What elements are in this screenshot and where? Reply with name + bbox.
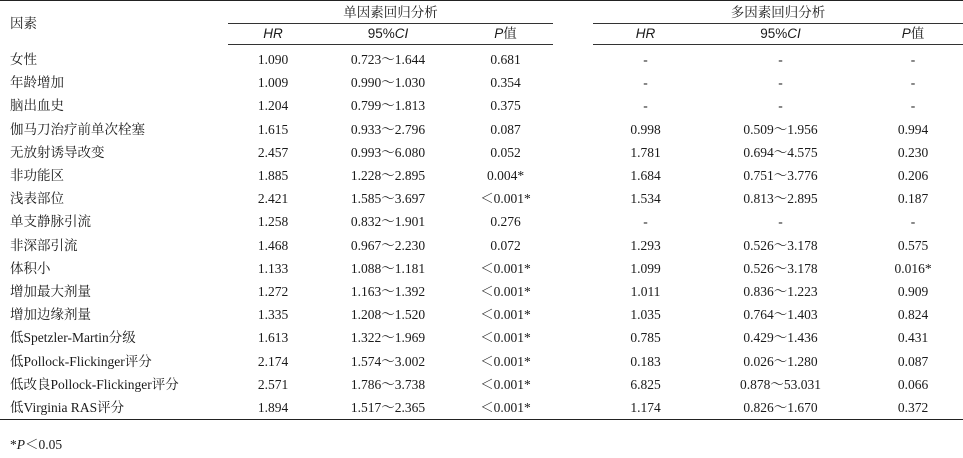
multivariate-p-cell: 0.206 [897,168,929,184]
multivariate-p-cell: 0.087 [897,353,929,369]
factor-cell: 增加边缘剂量 [10,307,91,323]
multivariate-p-header: P值 [863,24,963,45]
table-body [0,45,963,420]
multivariate-p-cell: 0.431 [897,330,929,346]
univariate-ci-cell: 1.088～1.181 [350,260,426,276]
multivariate-hr-cell: 1.781 [630,144,661,160]
multivariate-ci-cell: 0.836～1.223 [743,283,818,299]
multivariate-group-header: 多因素回归分析 [593,1,963,24]
multivariate-hr-cell: 0.785 [630,330,661,346]
multivariate-ci-cell: - [778,52,783,68]
table-row [0,210,963,233]
univariate-hr-cell: 1.885 [257,168,289,184]
univariate-p-cell: 0.354 [490,75,521,91]
table-row [0,257,963,280]
univariate-p-cell: ＜0.001* [480,307,531,323]
factor-cell: 脑出血史 [10,98,64,114]
multivariate-hr-cell: 0.998 [630,121,661,137]
factor-cell: 低改良Pollock-Flickinger评分 [10,376,179,392]
univariate-hr-cell: 1.613 [257,330,289,346]
univariate-ci-cell: 1.585～3.697 [350,191,426,207]
univariate-ci-cell: 1.517～2.365 [318,396,458,420]
factor-cell: 伽马刀治疗前单次栓塞 [10,121,145,137]
table-row [0,373,963,396]
multivariate-ci-cell: - [778,214,783,230]
univariate-ci-cell: 1.574～3.002 [350,353,426,369]
univariate-hr-cell: 1.133 [257,260,289,276]
univariate-ci-cell: 0.993～6.080 [350,144,426,160]
multivariate-p-cell: 0.230 [897,144,929,160]
univariate-ci-cell: 0.799～1.813 [350,98,426,114]
table-row [0,141,963,164]
factor-cell: 无放射诱导改变 [10,144,105,160]
multivariate-ci-cell: - [778,75,783,91]
univariate-ci-cell: 0.832～1.901 [350,214,426,230]
table-row [0,45,963,72]
univariate-p-cell: ＜0.001* [480,353,531,369]
table-row [0,164,963,187]
univariate-hr-cell: 2.421 [257,191,289,207]
multivariate-p-cell: - [910,75,916,91]
univariate-hr-cell: 2.571 [257,376,289,392]
factor-cell: 非功能区 [10,168,64,184]
univariate-hr-cell: 1.894 [228,396,318,420]
univariate-hr-header: HR [228,24,318,45]
table-row [0,118,963,141]
table-row [0,396,963,420]
univariate-hr-cell: 1.335 [257,307,289,323]
univariate-ci-cell: 0.723～1.644 [350,52,426,68]
table-row [0,280,963,303]
univariate-p-cell: 0.004* [486,168,525,184]
multivariate-ci-cell: 0.429～1.436 [743,330,818,346]
multivariate-ci-cell: 0.826～1.670 [698,396,863,420]
univariate-ci-cell: 0.933～2.796 [350,121,426,137]
multivariate-hr-cell: 0.183 [630,353,661,369]
univariate-ci-cell: 1.163～1.392 [350,283,426,299]
multivariate-hr-cell: - [643,75,648,91]
univariate-p-cell: 0.681 [490,52,521,68]
univariate-group-header: 单因素回归分析 [228,1,553,24]
factor-cell: 单支静脉引流 [10,214,91,230]
factor-cell: 非深部引流 [10,237,78,253]
univariate-p-cell: 0.375 [490,98,521,114]
multivariate-p-cell: 0.909 [897,283,929,299]
multivariate-p-cell: 0.372 [863,396,963,420]
univariate-hr-cell: 2.457 [257,144,289,160]
table-row [0,326,963,349]
factor-cell: 体积小 [10,260,51,276]
multivariate-hr-cell: - [643,52,648,68]
univariate-ci-cell: 0.967～2.230 [350,237,426,253]
univariate-hr-cell: 1.090 [257,52,289,68]
univariate-hr-cell: 1.272 [257,283,289,299]
univariate-ci-cell: 1.208～1.520 [350,307,426,323]
multivariate-p-cell: - [910,98,916,114]
table-row [0,349,963,372]
univariate-hr-cell: 1.204 [257,98,289,114]
multivariate-ci-cell: 0.878～53.031 [740,376,821,392]
multivariate-p-cell: 0.016* [894,260,932,276]
multivariate-hr-cell: 1.011 [630,283,661,299]
footnote: *P＜0.05 [10,437,63,452]
multivariate-hr-cell: 1.174 [593,396,698,420]
univariate-p-header: P值 [458,24,553,45]
univariate-p-cell: ＜0.001* [480,283,531,299]
multivariate-ci-header: 95%CI [698,24,863,45]
multivariate-hr-cell: 6.825 [630,376,661,392]
factor-cell: 低Pollock-Flickinger评分 [10,353,152,369]
multivariate-hr-cell: 1.099 [630,260,661,276]
table-row [0,71,963,94]
multivariate-p-cell: 0.824 [897,307,929,323]
multivariate-p-cell: 0.187 [897,191,929,207]
multivariate-ci-cell: 0.813～2.895 [743,191,818,207]
multivariate-p-cell: - [910,214,916,230]
multivariate-ci-cell: 0.526～3.178 [743,260,818,276]
multivariate-ci-cell: 0.764～1.403 [743,307,818,323]
multivariate-p-cell: 0.575 [897,237,929,253]
univariate-hr-cell: 2.174 [257,353,289,369]
multivariate-ci-cell: - [778,98,783,114]
univariate-ci-cell: 1.228～2.895 [350,168,426,184]
multivariate-hr-header: HR [593,24,698,45]
factor-column-header: 因素 [10,15,37,31]
univariate-ci-header: 95%CI [318,24,458,45]
table-row [0,94,963,117]
factor-cell: 低Virginia RAS评分 [0,396,228,420]
univariate-p-cell: ＜0.001* [480,330,531,346]
multivariate-ci-cell: 0.751～3.776 [743,168,818,184]
factor-cell: 浅表部位 [10,191,64,207]
univariate-p-cell: ＜0.001* [480,191,531,207]
univariate-p-cell: 0.052 [490,144,521,160]
univariate-p-cell: ＜0.001* [480,376,531,392]
table-row [0,187,963,210]
univariate-p-cell: 0.072 [490,237,521,253]
multivariate-p-cell: 0.994 [897,121,929,137]
factor-cell: 低Spetzler-Martin分级 [10,330,136,346]
univariate-ci-cell: 1.322～1.969 [350,330,426,346]
table-row [0,303,963,326]
multivariate-p-cell: 0.066 [897,376,929,392]
univariate-p-cell: 0.087 [490,121,521,137]
univariate-ci-cell: 0.990～1.030 [350,75,426,91]
multivariate-p-cell: - [910,52,916,68]
univariate-p-cell: 0.276 [490,214,521,230]
univariate-hr-cell: 1.615 [257,121,289,137]
factor-cell: 增加最大剂量 [10,283,91,299]
multivariate-hr-cell: - [643,98,648,114]
multivariate-hr-cell: 1.035 [630,307,661,323]
multivariate-hr-cell: - [643,214,648,230]
multivariate-ci-cell: 0.509～1.956 [743,121,818,137]
univariate-p-cell: ＜0.001* [458,396,553,420]
univariate-hr-cell: 1.009 [257,75,289,91]
multivariate-ci-cell: 0.526～3.178 [743,237,818,253]
multivariate-hr-cell: 1.534 [630,191,661,207]
table-row [0,234,963,257]
factor-cell: 女性 [10,51,37,67]
univariate-hr-cell: 1.258 [257,214,289,230]
group-header-row [0,1,963,24]
univariate-ci-cell: 1.786～3.738 [350,376,426,392]
univariate-hr-cell: 1.468 [257,237,289,253]
multivariate-hr-cell: 1.684 [630,168,661,184]
univariate-p-cell: ＜0.001* [480,260,531,276]
multivariate-ci-cell: 0.026～1.280 [743,353,818,369]
multivariate-hr-cell: 1.293 [630,237,661,253]
multivariate-ci-cell: 0.694～4.575 [743,144,818,160]
factor-cell: 年龄增加 [10,75,64,91]
